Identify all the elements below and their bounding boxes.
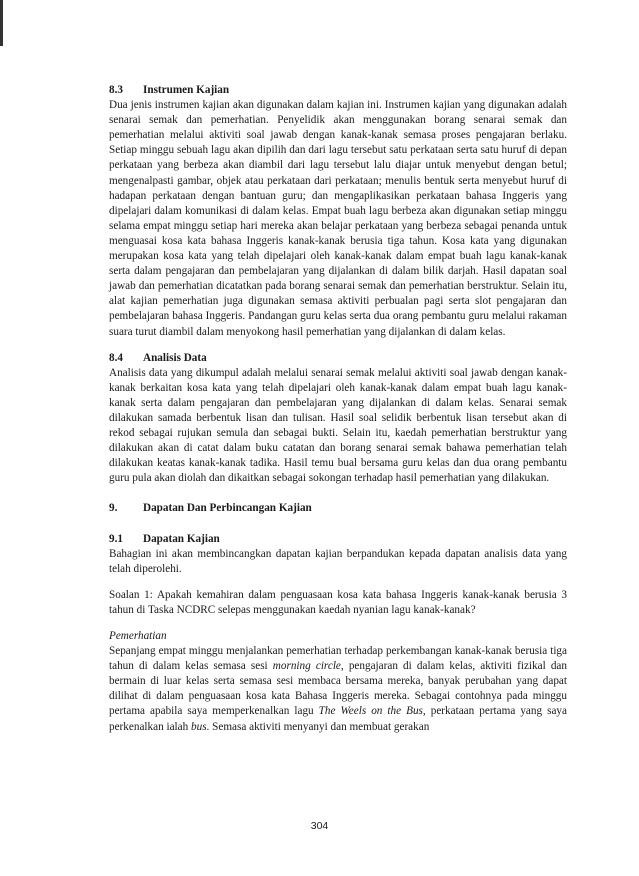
observation-italic-term: morning circle — [272, 660, 341, 673]
section-title: Dapatan Kajian — [143, 532, 220, 545]
section-title: Dapatan Dan Perbincangan Kajian — [143, 502, 312, 515]
observation-text: , pengajaran di dalam kelas, aktiviti fizikal dan bermain di luar kelas serta semasa sesi membaca bersama mereka, banyak perubahan yang dapat dilihat di dalam penguasaan kosa kata Bahasa Inggeris mereka. Sebagai contohnya pada minggu pertama apabila saya memperkenalkan lagu — [109, 660, 567, 718]
scan-corner-mark — [0, 0, 11, 46]
observation-text: , perkataan pertama yang saya perkenalkan ialah — [109, 705, 567, 733]
observation-text: Sepanjang empat minggu menjalankan pemerhatian terhadap perkembangan kanak-kanak berusia tiga tahun di dalam kelas semasa sesi — [109, 645, 567, 673]
page-number: 304 — [310, 820, 329, 832]
observation-body — [109, 644, 567, 735]
section-9-1-heading — [109, 532, 567, 547]
observation-text: . Semasa aktiviti menyanyi dan membuat gerakan — [206, 720, 430, 733]
section-8-4-heading — [109, 351, 567, 366]
section-9-1-body: Bahagian ini akan membincangkan dapatan kajian berpandukan kepada dapatan analisis data yang telah diperolehi. — [109, 547, 567, 575]
section-title: Analisis Data — [143, 351, 207, 364]
observation-subheading: Pemerhatian — [109, 630, 167, 642]
section-8-4-body: Analisis data yang dikumpul adalah melalui senarai semak melalui aktiviti soal jawab dengan kanak-kanak berkaitan kosa kata yang telah dipelajari oleh kanak-kanak dalam empat buah lagu kanak-kanak serta dalam pengajaran dan pembelajaran yang dijalankan di dalam kelas. Senarai semak dilakukan samada berbentuk lisan dan tulisan. Hasil soal selidik berbentuk lisan tersebut akan di rekod sebagai rujukan semula dan sebagai bukti. Selain itu, kaedah pemerhatian berstruktur yang dilakukan akan di catat dalam buku catatan dan borang senarai semak bahawa pemerhatian telah dilakukan keatas kanak-kanak tadika. Hasil temu bual bersama guru kelas dan dua orang pembantu guru pula akan diolah dan dikaitkan sebagai sokongan terhadap hasil pemerhatian yang dilakukan. — [109, 366, 567, 485]
section-number: 9. — [109, 502, 118, 515]
section-title: Instrumen Kajian — [143, 84, 230, 96]
page-content — [109, 83, 567, 735]
section-8-3-body: Dua jenis instrumen kajian akan digunakan dalam kajian ini. Instrumen kajian yang digunakan adalah senarai semak dan pemerhatian. Penyelidik akan menggunakan borang senarai semak dan pemerhatian melalui aktiviti soal jawab dengan kanak-kanak semasa proses pengajaran berlaku. Setiap minggu sebuah lagu akan dipilih dan dari lagu tersebut satu perkataan serta satu huruf di depan perkataan yang berbeza akan diambil dari lagu tersebut lalu diajar untuk menyebut dengan betul; mengenalpasti gambar, objek atau perkataan dari perkataan; menulis bentuk serta menyebut huruf di hadapan perkataan dengan bantuan guru; dan mengaplikasikan perkataan bahasa Inggeris yang dipelajari dalam komunikasi di dalam kelas. Empat buah lagu berbeza akan digunakan setiap minggu selama empat minggu setiap hari mereka akan belajar perkataan yang berbeza sebagai penanda untuk menguasai kosa kata bahasa Inggeris kanak-kanak berusia tiga tahun. Kosa kata yang digunakan merupakan kosa kata yang telah dipelajari oleh kanak-kanak dalam empat buah lagu kanak-kanak serta dalam pengajaran dan pembelajaran yang dijalankan di dalam bilik darjah. Hasil dapatan soal jawab dan pemerhatian dicatatkan pada borang senarai semak dan pemerhatian berstruktur. Selain itu, alat kajian pemerhatian juga digunakan semasa aktiviti perbualan pagi serta slot pengajaran dan pembelajaran bahasa Inggeris. Pandangan guru kelas serta dua orang pembantu guru melalui rakaman suara turut diambil dalam menyokong hasil pemerhatian yang dijalankan di dalam kelas. — [109, 99, 567, 338]
section-9-heading — [109, 501, 567, 516]
research-question: Soalan 1: Apakah kemahiran dalam penguasaan kosa kata bahasa Inggeris kanak-kanak berusia 3 tahun di Taska NCDRC selepas menggunakan kaedah nyanian lagu kanak-kanak? — [109, 588, 567, 616]
section-8-3-heading — [109, 83, 567, 98]
section-number: 9.1 — [109, 532, 123, 545]
section-number: 8.4 — [109, 351, 123, 364]
observation-song-title: The Weels on the Bus — [318, 705, 423, 718]
observation-italic-term: bus — [191, 720, 207, 733]
section-number: 8.3 — [109, 84, 123, 96]
